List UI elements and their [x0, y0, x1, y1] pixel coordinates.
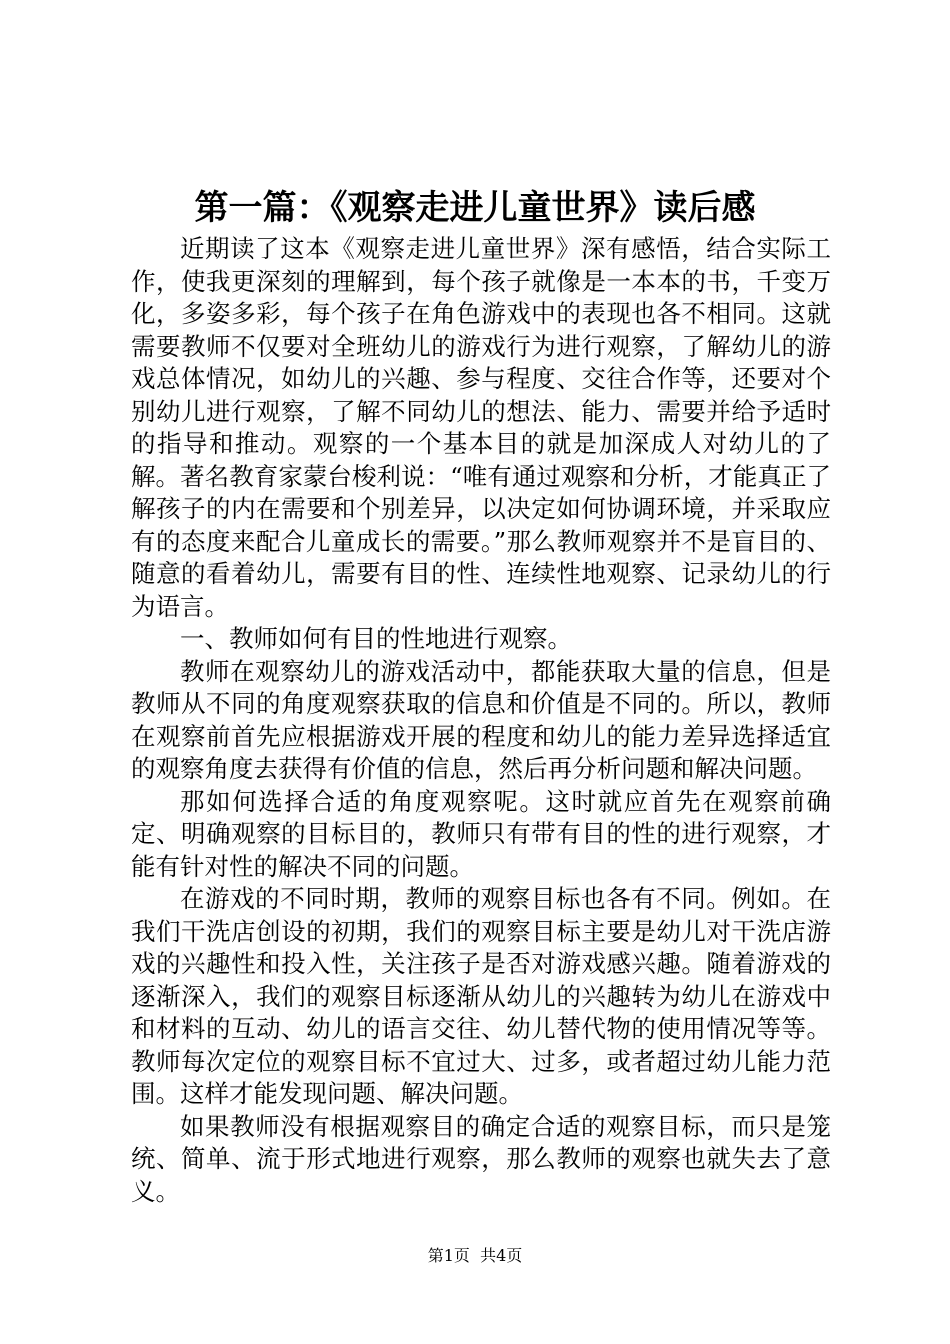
paragraph-intro: 近期读了这本《观察走进儿童世界》深有感悟，结合实际工作，使我更深刻的理解到，每个孩子就像是一本本的书，千变万化，多姿多彩，每个孩子在角色游戏中的表现也各不相同。这就需要教师不仅要对全班幼儿的游戏行为进行观察，了解幼儿的游戏总体情况，如幼儿的兴趣、参与程度、交往合作等，还要对个别幼儿进行观察，了解不同幼儿的想法、能力、需要并给予适时的指导和推动。观察的一个基本目的就是加深成人对幼儿的了解。著名教育家蒙台梭利说：“唯有通过观察和分析，才能真正了解孩子的内在需要和个别差异，以决定如何协调环境，并采取应有的态度来配合儿童成长的需要。”那么教师观察并不是盲目的、随意的看着幼儿，需要有目的性、连续性地观察、记录幼儿的行为语言。 — [131, 234, 831, 621]
page-total: 共4页 — [480, 1246, 523, 1265]
paragraph-5: 如果教师没有根据观察目的确定合适的观察目标，而只是笼统、简单、流于形式地进行观察，那么教师的观察也就失去了意义。 — [131, 1111, 831, 1206]
document-title: 第一篇：《观察走进儿童世界》读后感 — [194, 188, 756, 228]
page-footer — [0, 1246, 950, 1266]
paragraph-2: 教师在观察幼儿的游戏活动中，都能获取大量的信息，但是教师从不同的角度观察获取的信息和价值是不同的。所以，教师在观察前首先应根据游戏开展的程度和幼儿的能力差异选择适宜的观察角度去获得有价值的信息，然后再分析问题和解决问题。 — [131, 656, 831, 783]
page-number: 第1页 — [427, 1246, 470, 1265]
paragraph-3: 那如何选择合适的角度观察呢。这时就应首先在观察前确定、明确观察的目标目的，教师只有带有目的性的进行观察，才能有针对性的解决不同的问题。 — [131, 786, 831, 881]
document-body — [131, 233, 831, 1208]
paragraph-4: 在游戏的不同时期，教师的观察目标也各有不同。例如。在我们干洗店创设的初期，我们的观察目标主要是幼儿对干洗店游戏的兴趣性和投入性，关注孩子是否对游戏感兴趣。随着游戏的逐渐深入，我们的观察目标逐渐从幼儿的兴趣转为幼儿在游戏中和材料的互动、幼儿的语言交往、幼儿替代物的使用情况等等。教师每次定位的观察目标不宜过大、过多，或者超过幼儿能力范围。这样才能发现问题、解决问题。 — [131, 884, 831, 1108]
section-heading-1: 一、教师如何有目的性地进行观察。 — [180, 624, 572, 653]
